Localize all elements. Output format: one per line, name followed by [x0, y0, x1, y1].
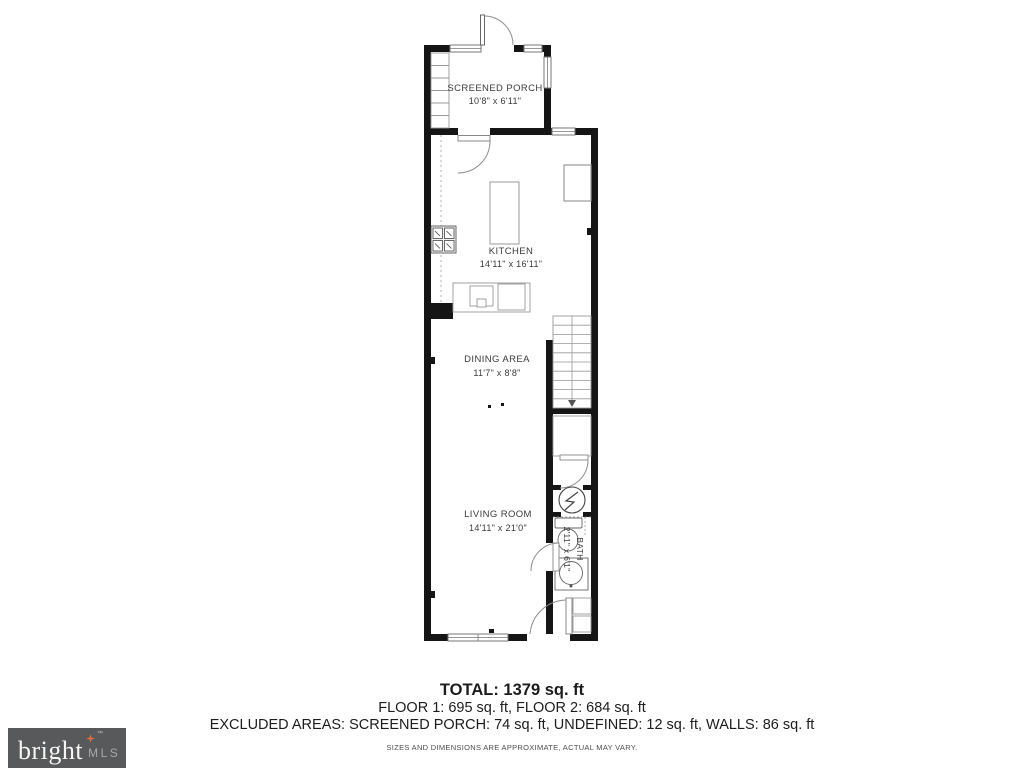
floor-areas: FLOOR 1: 695 sq. ft, FLOOR 2: 684 sq. ft [378, 700, 646, 716]
kitchen-counter [453, 283, 530, 312]
dining-dims: 11'7" x 8'8" [473, 368, 521, 378]
bath-label: BATH [575, 537, 585, 561]
four-point-star-icon [86, 734, 95, 743]
stove [431, 226, 456, 253]
kitchen-entry-door-swing [458, 136, 490, 174]
kitchen-island [490, 182, 519, 244]
water-heater [559, 487, 585, 513]
bath-door-swing [531, 543, 559, 571]
living-label: LIVING ROOM [464, 509, 532, 520]
kitchen-label: KITCHEN [488, 246, 534, 257]
trademark-symbol: ™ [97, 731, 103, 737]
porch-steps [431, 53, 449, 128]
excluded-areas: EXCLUDED AREAS: SCREENED PORCH: 74 sq. ft, UNDEFINED: 12 sq. ft, WALLS: 86 sq. ft [209, 717, 815, 733]
porch-dims: 10'8" x 6'11" [468, 96, 522, 106]
entry-shelves [573, 598, 591, 632]
dishwasher [498, 284, 525, 310]
logo-brand-text: bright [18, 736, 84, 765]
porch-door-swing [481, 15, 514, 45]
closet [553, 416, 591, 456]
porch-label: SCREENED PORCH [447, 83, 543, 94]
kitchen-dims: 14'11" x 16'11" [479, 259, 543, 269]
total-area: TOTAL: 1379 sq. ft [439, 681, 585, 699]
hall-door-swing [560, 455, 588, 488]
dining-label: DINING AREA [464, 354, 530, 365]
bright-mls-logo [8, 728, 126, 768]
logo-mls-text: MLS [88, 746, 121, 760]
staircase [553, 316, 591, 408]
bath-dims: 2'11" x 6'1" [562, 526, 572, 572]
refrigerator [564, 165, 591, 201]
area-summary [0, 680, 1024, 752]
living-dims: 14'11" x 21'0" [469, 523, 527, 533]
disclaimer: SIZES AND DIMENSIONS ARE APPROXIMATE, ACTUAL MAY VARY. [386, 743, 638, 752]
